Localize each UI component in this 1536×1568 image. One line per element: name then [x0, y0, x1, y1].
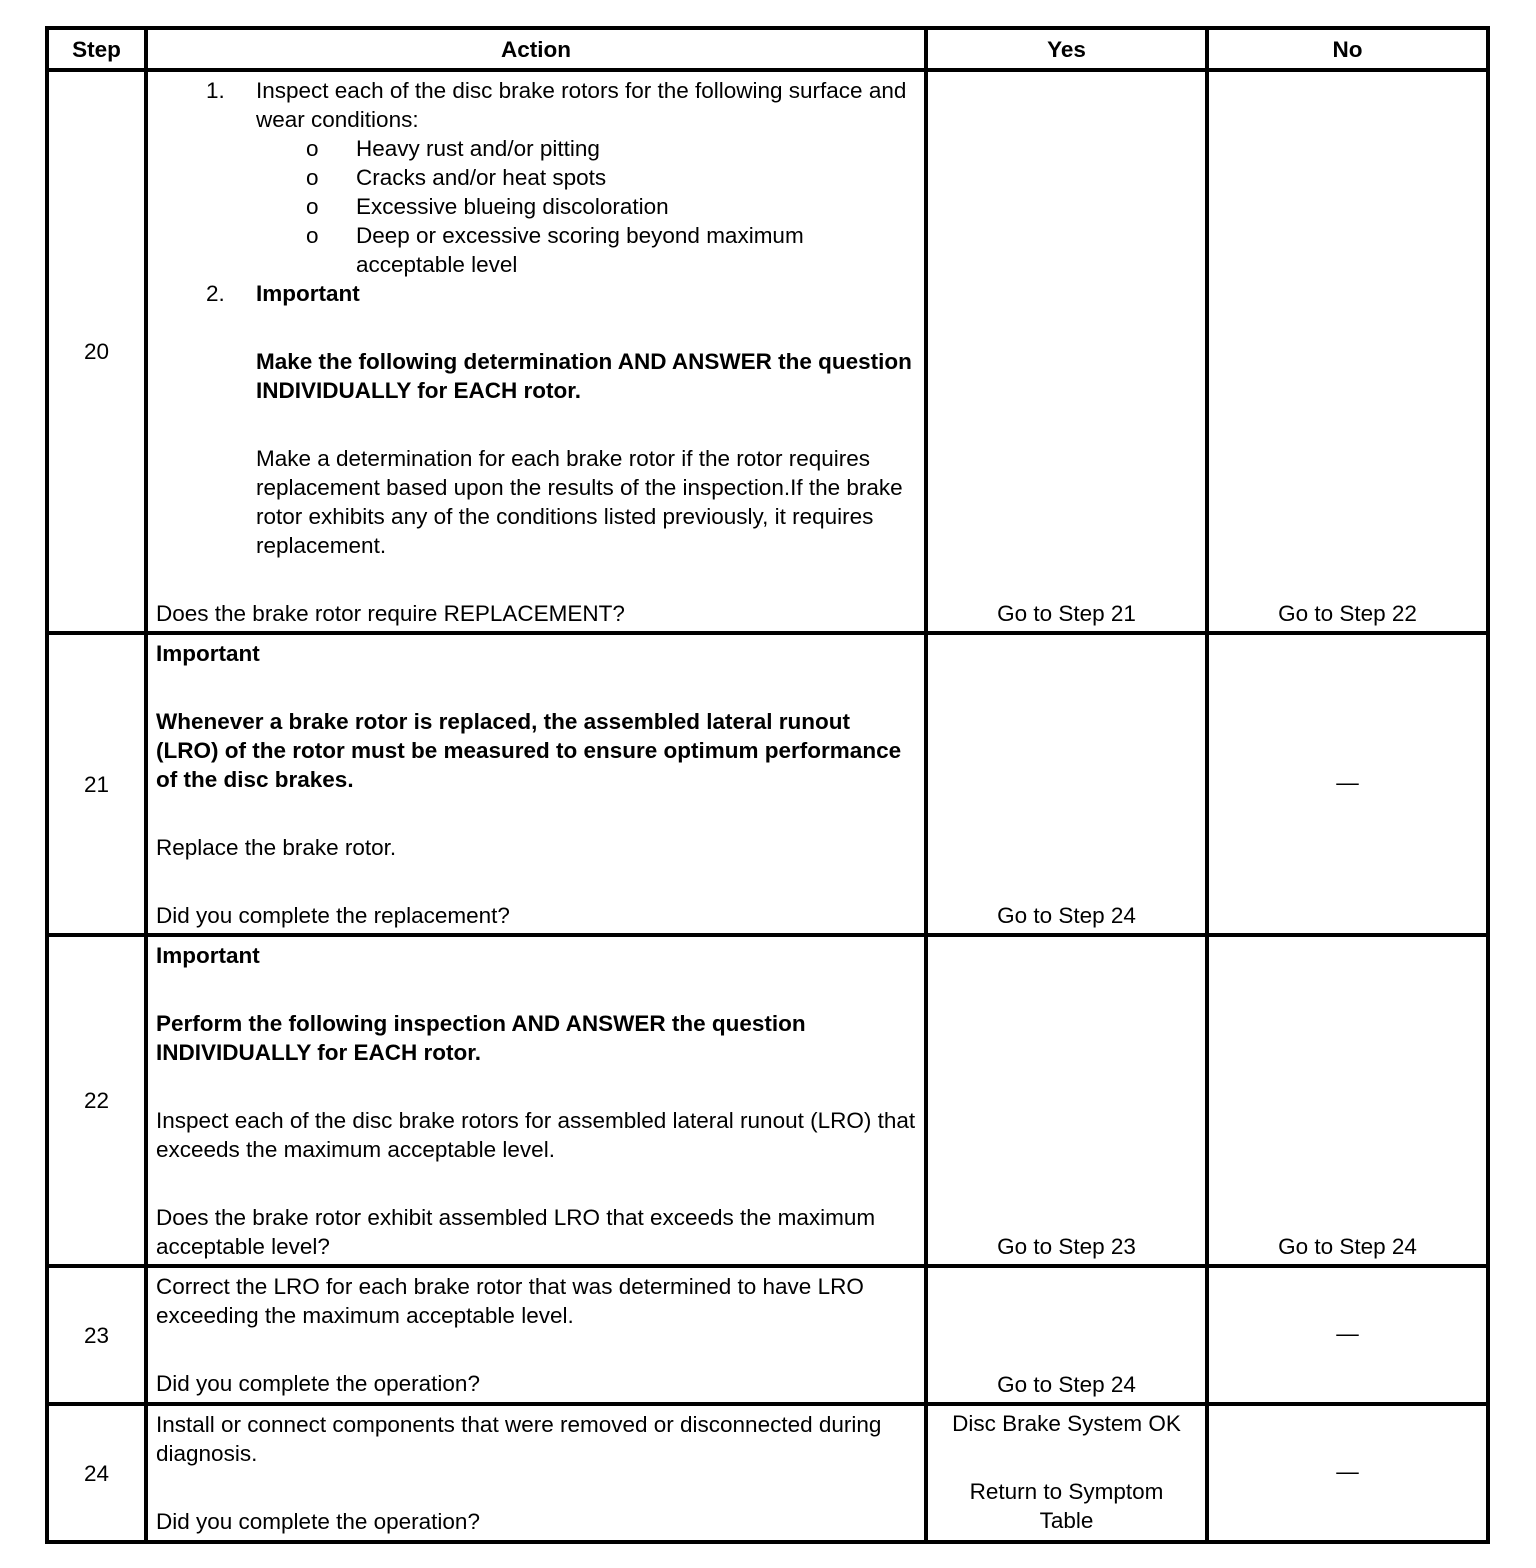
yes-cell: Go to Step 24 [926, 633, 1207, 935]
important-heading: Important [256, 281, 360, 306]
question-text: Did you complete the replacement? [156, 903, 510, 928]
table-row-step-21 [47, 633, 1488, 935]
condition-text: Excessive blueing discoloration [356, 194, 669, 219]
yes-cell: Go to Step 24 [926, 1266, 1207, 1404]
question-text: Does the brake rotor require REPLACEMENT? [156, 601, 625, 626]
action-cell [146, 633, 926, 935]
condition-item [156, 163, 916, 192]
action-cell [146, 1266, 926, 1404]
table-row-step-24 [47, 1404, 1488, 1542]
list-number: 2. [206, 281, 225, 306]
condition-text: Cracks and/or heat spots [356, 165, 607, 190]
question-text: Did you complete the operation? [156, 1509, 480, 1534]
dash: — [1336, 1459, 1359, 1484]
header-no: No [1207, 28, 1488, 70]
table-row-step-23 [47, 1266, 1488, 1404]
condition-item [156, 192, 916, 221]
list-number: 1. [206, 78, 225, 103]
list-text: Inspect each of the disc brake rotors for the following surface and wear conditions: [256, 78, 907, 132]
header-action: Action [146, 28, 926, 70]
important-heading: Important [156, 943, 260, 968]
dash: — [1336, 1321, 1359, 1346]
no-cell [1207, 633, 1488, 935]
dash: — [1336, 770, 1359, 795]
header-step: Step [47, 28, 146, 70]
step-number: 21 [47, 633, 146, 935]
no-cell [1207, 1266, 1488, 1404]
condition-item [156, 134, 916, 163]
instruction-text: Inspect each of the disc brake rotors for assembled lateral runout (LRO) that exceeds the maximum acceptable level. [156, 1108, 916, 1162]
instruction-text: Correct the LRO for each brake rotor that was determined to have LRO exceeding the maximum acceptable level. [156, 1274, 864, 1328]
instruction-text: Make a determination for each brake rotor if the rotor requires replacement based upon the results of the inspection.If the brake rotor exhibits any of the conditions listed previously, it requires replacement. [256, 446, 903, 558]
step-number: 24 [47, 1404, 146, 1542]
table-row-step-22 [47, 935, 1488, 1266]
yes-cell: Go to Step 23 [926, 935, 1207, 1266]
condition-text: Heavy rust and/or pitting [356, 136, 600, 161]
instruction-text: Replace the brake rotor. [156, 835, 397, 860]
no-cell: Go to Step 22 [1207, 70, 1488, 633]
step-number: 20 [47, 70, 146, 633]
yes-cell: Go to Step 21 [926, 70, 1207, 633]
no-cell [1207, 1404, 1488, 1542]
table-row-step-20 [47, 70, 1488, 633]
action-cell [146, 1404, 926, 1542]
important-heading: Important [156, 641, 260, 666]
yes-cell [926, 1404, 1207, 1542]
diagnostic-table [45, 26, 1490, 1544]
instruction-text: Install or connect components that were removed or disconnected during diagnosis. [156, 1412, 882, 1466]
bullet-icon: o [306, 136, 319, 161]
step-number: 22 [47, 935, 146, 1266]
action-cell [146, 935, 926, 1266]
question-text: Does the brake rotor exhibit assembled LRO that exceeds the maximum acceptable level? [156, 1205, 876, 1259]
yes-result-return: Return to Symptom Table [969, 1479, 1164, 1533]
bullet-icon: o [306, 165, 319, 190]
important-note: Perform the following inspection AND ANSWER the question INDIVIDUALLY for EACH rotor. [156, 1011, 806, 1065]
question-text: Did you complete the operation? [156, 1371, 480, 1396]
header-yes: Yes [926, 28, 1207, 70]
list-item [156, 279, 916, 308]
important-note: Whenever a brake rotor is replaced, the assembled lateral runout (LRO) of the rotor must be measured to ensure optimum performance of the disc brakes. [156, 709, 902, 792]
condition-item [156, 221, 916, 279]
condition-text: Deep or excessive scoring beyond maximum acceptable level [356, 223, 804, 277]
header-row [47, 28, 1488, 70]
action-cell [146, 70, 926, 633]
bullet-icon: o [306, 223, 319, 248]
important-note: Make the following determination AND ANSWER the question INDIVIDUALLY for EACH rotor. [256, 349, 912, 403]
list-item [156, 76, 916, 134]
step-number: 23 [47, 1266, 146, 1404]
bullet-icon: o [306, 194, 319, 219]
yes-result-ok: Disc Brake System OK [952, 1411, 1181, 1436]
no-cell: Go to Step 24 [1207, 935, 1488, 1266]
